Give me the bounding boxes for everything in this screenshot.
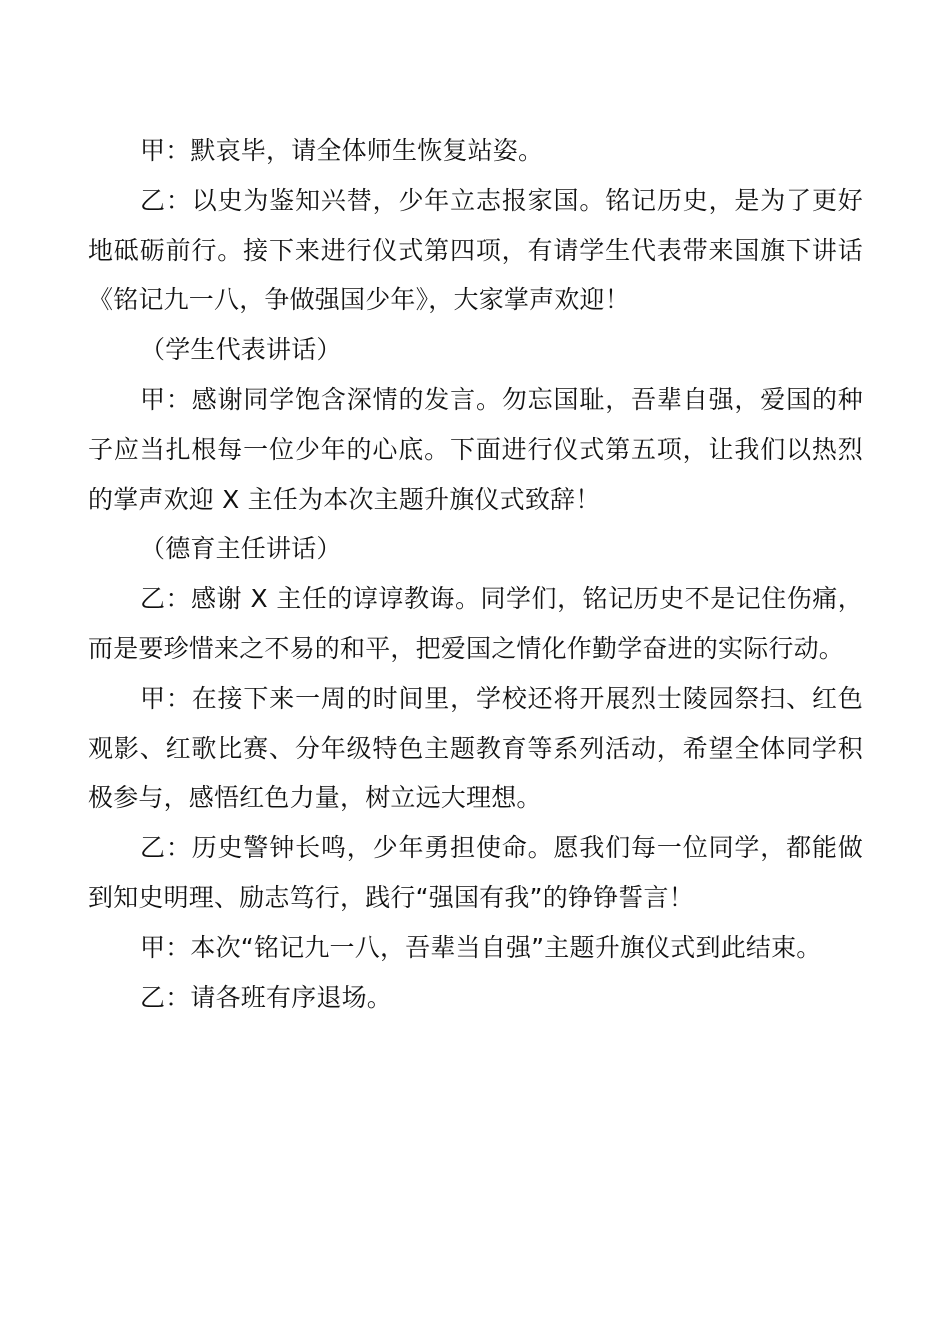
- paragraph-yi-pledge: 乙：历史警钟长鸣，少年勇担使命。愿我们每一位同学，都能做到知史明理、励志笃行，践行“强国有我”的铮铮誓言！: [88, 833, 863, 912]
- paragraph-student-speech-note: （学生代表讲话）: [140, 335, 342, 365]
- paragraph-jia-director-intro: 甲：感谢同学饱含深情的发言。勿忘国耻，吾辈自强，爱国的种子应当扎根每一位少年的心底。下面进行仪式第五项，让我们以热烈的掌声欢迎 X 主任为本次主题升旗仪式致辞！: [88, 384, 863, 514]
- paragraph-jia-silence-end: 甲：默哀毕，请全体师生恢复站姿。: [140, 136, 544, 165]
- paragraph-yi-dismiss: 乙：请各班有序退场。: [140, 982, 393, 1012]
- document-body: [88, 126, 863, 1022]
- paragraph-director-speech-note: （德育主任讲话）: [140, 534, 342, 564]
- paragraph-yi-student-speech-intro: 乙：以史为鉴知兴替，少年立志报家国。铭记历史，是为了更好地砥砺前行。接下来进行仪式第四项，有请学生代表带来国旗下讲话《铭记九一八，争做强国少年》，大家掌声欢迎！: [88, 185, 863, 315]
- paragraph-yi-thanks: 乙：感谢 X 主任的谆谆教诲。同学们，铭记历史不是记住伤痛，而是要珍惜来之不易的和平，把爱国之情化作勤学奋进的实际行动。: [88, 584, 863, 663]
- paragraph-jia-closing: 甲：本次“铭记九一八，吾辈当自强”主题升旗仪式到此结束。: [140, 932, 822, 962]
- paragraph-jia-activities: 甲：在接下来一周的时间里，学校还将开展烈士陵园祭扫、红色观影、红歌比赛、分年级特色主题教育等系列活动，希望全体同学积极参与，感悟红色力量，树立远大理想。: [88, 683, 863, 813]
